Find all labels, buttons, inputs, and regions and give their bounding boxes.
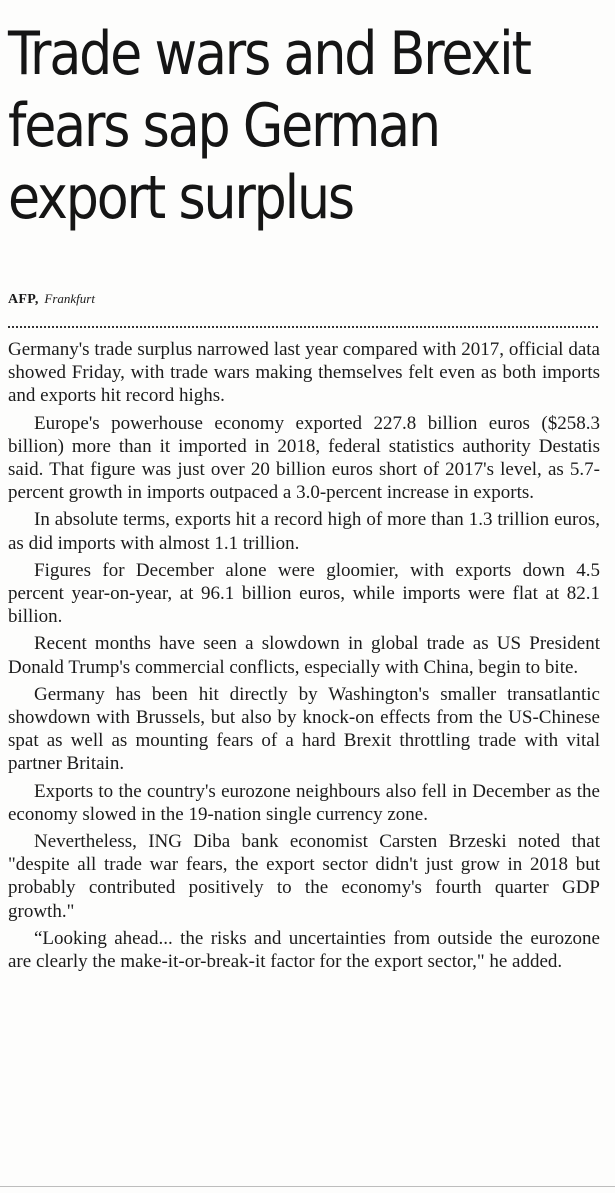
- article-paragraph: Germany's trade surplus narrowed last year compared with 2017, official data showed Friday, with trade wars making themselves felt even as both imports and exports hit record highs.: [8, 339, 600, 407]
- article-paragraph: Recent months have seen a slowdown in global trade as US President Donald Trump's commercial conflicts, especially with China, begin to bite.: [8, 633, 600, 678]
- article-paragraph: Europe's powerhouse economy exported 227.8 billion euros ($258.3 billion) more than it imported in 2018, federal statistics authority Destatis said. That figure was just over 20 billion euros short of 2017's level, as 5.7-percent growth in imports outpaced a 3.0-percent increase in exports.: [8, 412, 600, 504]
- article-body: [8, 338, 600, 977]
- dotted-divider: [8, 326, 598, 328]
- article-paragraph: Exports to the country's eurozone neighbours also fell in December as the economy slowed in the 19-nation single currency zone.: [8, 780, 600, 825]
- byline-dateline: Frankfurt: [44, 291, 95, 306]
- article-paragraph: Figures for December alone were gloomier, with exports down 4.5 percent year-on-year, at 96.1 billion euros, while imports were flat at 82.1 billion.: [8, 559, 600, 628]
- headline: [8, 18, 530, 234]
- bottom-divider: [0, 1186, 615, 1187]
- headline-line: Trade wars and Brexit: [8, 19, 530, 89]
- article-paragraph: In absolute terms, exports hit a record high of more than 1.3 trillion euros, as did imports with almost 1.1 trillion.: [8, 509, 600, 554]
- byline-agency: AFP,: [8, 292, 39, 307]
- headline-line: fears sap German: [8, 91, 439, 161]
- article-paragraph: “Looking ahead... the risks and uncertainties from outside the eurozone are clearly the make-it-or-break-it factor for the export sector," he added.: [8, 927, 600, 973]
- headline-line: export surplus: [8, 163, 353, 233]
- article-paragraph: Germany has been hit directly by Washington's smaller transatlantic showdown with Brussels, but also by knock-on effects from the US-Chinese spat as well as mounting fears of a hard Brexit throttling trade with vital partner Britain.: [8, 683, 600, 775]
- article-paragraph: Nevertheless, ING Diba bank economist Carsten Brzeski noted that "despite all trade war fears, the export sector didn't just grow in 2018 but probably contributed positively to the economy's fourth quarter GDP growth.": [8, 831, 600, 922]
- byline: [8, 291, 95, 308]
